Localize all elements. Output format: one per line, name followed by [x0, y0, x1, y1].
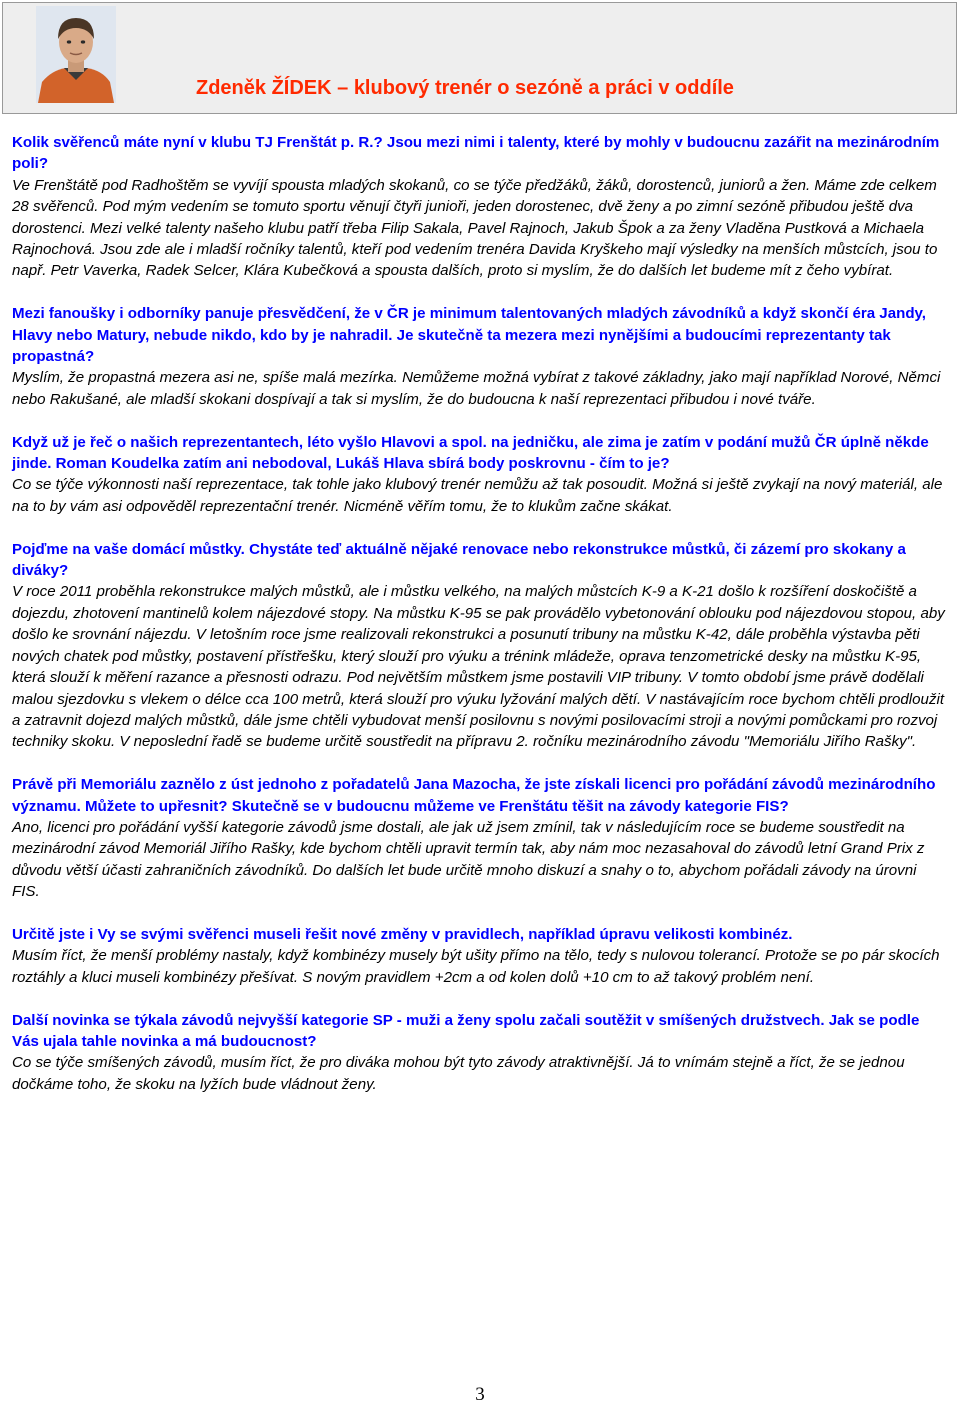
interview-content	[12, 132, 947, 1117]
interview-question: Pojďme na vaše domácí můstky. Chystáte teď aktuálně nějaké renovace nebo rekonstrukce můstků, či zázemí pro skokany a diváky?	[12, 540, 906, 580]
qa-block	[12, 1010, 947, 1096]
qa-block	[12, 132, 947, 282]
portrait-illustration	[36, 6, 116, 103]
interview-answer: V roce 2011 proběhla rekonstrukce malých můstků, ale i můstku velkého, na malých můstcích K-9 a K-21 došlo k rozšíření doskočiště a dojezdu, zhotovení mantinelů kolem nájezdové stopy. Na můstku K-95 se pak provádělo vybetonování oblouku pod nájezdovou stopou, aby došlo ke srovnání nájezdu. V letošním roce jsme realizovali rekonstrukci a posunutí tribuny na můstku K-42, dále proběhla výstavba pěti nových chatek pod můstky, postavení přístřešku, který slouží pro výuku a trénink mládeže, oprava tenzometrické desky na můstku K-95, která slouží k měření razance a přesnosti odrazu. Pod největším můstkem jsme postavili VIP tribuny. V tomto období jsme právě dodělali malou sjezdovku s vlekem o délce cca 100 metrů, která slouží pro výuku lyžování malých dětí. V nastávajícím roce bychom chtěli prodloužit a zatravnit dojezd malých můstků, dále jsme chtěli vybudovat menší posilovnu s novými posilovacími stroji a novými pomůckami pro rozvoj techniky skoku. V neposlední řadě se budeme určitě soustředit na přípravu 2. ročníku mezinárodního závodu "Memoriálu Jiřího Rašky".	[12, 583, 945, 751]
article-title: Zdeněk ŽÍDEK – klubový trenér o sezóně a práci v oddíle	[196, 77, 734, 99]
interview-answer: Co se týče výkonnosti naší reprezentace, tak tohle jako klubový trenér nemůžu až tak posoudit. Možná si ještě zvykají na nový materiál, ale na to by vám asi odpověděl reprezentační trenér. Nicméně věřím tomu, že to klukům začne skákat.	[12, 476, 943, 515]
interview-question: Určitě jste i Vy se svými svěřenci museli řešit nové změny v pravidlech, například úpravu velikosti kombinéz.	[12, 925, 793, 943]
interview-answer: Ve Frenštátě pod Radhoštěm se vyvíjí spousta mladých skokanů, co se týče předžáků, žáků, dorostenců, juniorů a žen. Máme zde celkem 28 svěřenců. Pod mým vedením se tomuto sportu věnují čtyři junioři, jeden dorostenec, dvě ženy a po zimní sezóně přibudou ještě dva dorostenci. Mezi velké talenty našeho klubu patří třeba Filip Sakala, Pavel Rajnoch, Jakub Špok a za ženy Vladěna Pustková a Michaela Rajnochová. Jsou zde ale i mladší ročníky talentů, kteří pod vedením trenéra Davida Kryškeho mají výsledky na menších můstcích, jsou to např. Petr Vaverka, Radek Selcer, Klára Kubečková a spousta dalších, proto si myslím, že do dalších let budeme mít z čeho vybírat.	[12, 176, 938, 280]
header-box	[2, 2, 957, 114]
interview-question: Další novinka se týkala závodů nejvyšší kategorie SP - muži a ženy spolu začali soutěžit v smíšených družstvech. Jak se podle Vás ujala tahle novinka a má budoucnost?	[12, 1011, 920, 1050]
qa-block	[12, 924, 947, 988]
interview-answer: Co se týče smíšených závodů, musím říct, že pro diváka mohou být tyto závody atraktivnější. Já to vnímám stejně a říct, že se jednou dočkáme toho, že skoku na lyžích bude vládnout ženy.	[12, 1054, 905, 1093]
interview-question: Když už je řeč o našich reprezentantech, léto vyšlo Hlavovi a spol. na jedničku, ale zima je zatím v podání mužů ČR úplně někde jinde. Roman Koudelka zatím ani nebodoval, Lukáš Hlava sbírá body poskrovnu - čím to je?	[12, 433, 929, 473]
qa-block	[12, 774, 947, 902]
portrait-photo	[36, 6, 116, 103]
qa-block	[12, 432, 947, 518]
qa-block	[12, 539, 947, 753]
page-number: 3	[475, 1384, 485, 1405]
interview-question: Právě při Memoriálu zaznělo z úst jednoho z pořadatelů Jana Mazocha, že jste získali licenci pro pořádání závodů mezinárodního významu. Můžete to upřesnit? Skutečně se v budoucnu můžeme ve Frenštátu těšit na závody kategorie FIS?	[12, 776, 936, 815]
interview-answer: Musím říct, že menší problémy nastaly, když kombinézy musely být ušity přímo na tělo, tedy s nulovou tolerancí. Protože se po pár skocích roztáhly a kluci museli kombinézy přešívat. S novým pravidlem +2cm a od kolen dolů +10 cm to až takový problém není.	[12, 947, 940, 986]
interview-answer: Myslím, že propastná mezera asi ne, spíše malá mezírka. Nemůžeme možná vybírat z takové základny, jako mají například Norové, Němci nebo Rakušané, ale mladší skokani dospívají a tak si myslím, že do budoucna k naší reprezentaci přibudou i nové tváře.	[12, 369, 941, 408]
interview-answer: Ano, licenci pro pořádání vyšší kategorie závodů jsme dostali, ale jak už jsem zmínil, tak v následujícím roce se budeme soustředit na mezinárodní závod Memoriál Jiřího Rašky, kde bychom chtěli upravit termín tak, aby nám moc nezasahoval do závodů letní Grand Prix z důvodu větší účasti zahraničních závodníků. Do dalších let bude určitě mnoho diskuzí a snahy o to, abychom pořádali závody na úrovni FIS.	[12, 818, 925, 901]
interview-question: Kolik svěřenců máte nyní v klubu TJ Frenštát p. R.? Jsou mezi nimi i talenty, které by mohly v budoucnu zazářit na mezinárodním poli?	[12, 134, 940, 173]
qa-block	[12, 303, 947, 410]
interview-question: Mezi fanoušky i odborníky panuje přesvědčení, že v ČR je minimum talentovaných mladých závodníků a když skončí éra Jandy, Hlavy nebo Matury, nebude nikdo, kdo by je nahradil. Je skutečně ta mezera mezi nynějšími a budoucími reprezentanty tak propastná?	[12, 305, 927, 366]
